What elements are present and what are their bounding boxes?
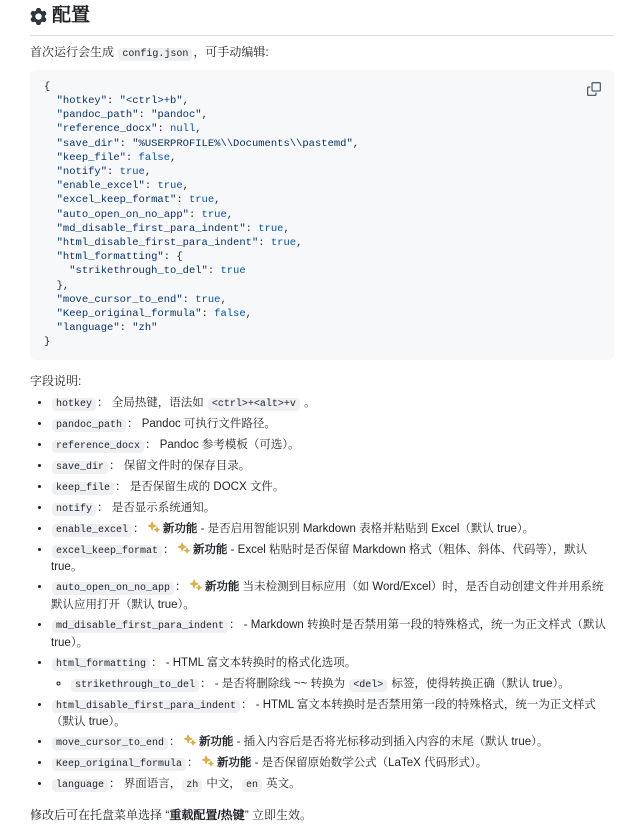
text-run: - Excel 粘贴时是否保留 Markdown 格式（粗体、斜体、代码等），默认 true。 bbox=[51, 543, 588, 574]
json-constant: true bbox=[157, 180, 183, 193]
field-item bbox=[51, 437, 614, 455]
code-line bbox=[44, 208, 600, 222]
inline-code: language bbox=[52, 779, 108, 792]
json-punctuation bbox=[44, 180, 57, 192]
code-line bbox=[44, 264, 600, 278]
code-line bbox=[44, 165, 600, 179]
code-pre bbox=[44, 80, 600, 350]
code-line bbox=[44, 293, 600, 307]
json-punctuation: , bbox=[201, 109, 208, 122]
json-punctuation bbox=[44, 251, 57, 263]
json-punctuation: : bbox=[125, 151, 139, 164]
section-title: 配置 bbox=[52, 5, 91, 26]
json-punctuation: : bbox=[207, 265, 221, 278]
bold-text: 新功能 bbox=[198, 736, 234, 749]
json-punctuation bbox=[44, 265, 69, 277]
json-key: "auto_open_on_no_app" bbox=[56, 208, 189, 221]
code-line bbox=[44, 108, 600, 122]
sparkles-icon bbox=[184, 734, 196, 751]
json-string: "pandoc" bbox=[151, 109, 202, 122]
json-punctuation: , bbox=[195, 123, 202, 136]
code-line bbox=[44, 94, 600, 108]
text-run: 修改后可在托盘菜单选择 “ bbox=[30, 807, 170, 822]
text-run: ” 立即生效。 bbox=[244, 807, 313, 822]
json-punctuation: : bbox=[157, 123, 171, 136]
code-line bbox=[44, 335, 600, 349]
sparkles-icon bbox=[190, 579, 202, 596]
inline-code: strikethrough_to_del bbox=[71, 679, 199, 692]
code-line bbox=[44, 193, 600, 207]
json-punctuation: : bbox=[176, 194, 189, 207]
field-item bbox=[51, 776, 614, 794]
code-line bbox=[44, 122, 600, 136]
json-constant: true bbox=[258, 222, 284, 235]
code-content bbox=[44, 80, 600, 350]
text-run: 当未检测到目标应用（如 Word/Excel）时，是否自动创建文件并用系统默认应用打开（默认 true）。 bbox=[51, 581, 604, 611]
json-punctuation bbox=[44, 138, 57, 150]
inline-code: keep_file bbox=[52, 482, 114, 495]
field-list bbox=[30, 395, 614, 794]
json-punctuation: , bbox=[283, 222, 290, 235]
section-heading bbox=[30, 4, 614, 36]
json-key: "save_dir" bbox=[56, 137, 120, 150]
inline-code: auto_open_on_no_app bbox=[52, 582, 174, 595]
field-item bbox=[51, 479, 614, 497]
code-line bbox=[44, 236, 600, 250]
json-key: "reference_docx" bbox=[56, 123, 158, 136]
json-punctuation: } bbox=[44, 336, 51, 349]
field-item bbox=[51, 395, 614, 413]
json-punctuation: : { bbox=[163, 251, 183, 264]
json-punctuation: , bbox=[296, 237, 303, 250]
field-item bbox=[51, 617, 614, 651]
inline-code: hotkey bbox=[52, 398, 96, 411]
text-run: ： 是否显示系统通知。 bbox=[97, 501, 216, 514]
inline-code: notify bbox=[52, 503, 96, 516]
code-line bbox=[44, 307, 600, 321]
field-item bbox=[51, 416, 614, 434]
copy-icon bbox=[587, 82, 601, 96]
json-key: "hotkey" bbox=[56, 95, 108, 107]
sparkles-icon bbox=[202, 755, 214, 772]
field-item bbox=[51, 542, 614, 576]
json-key: "keep_file" bbox=[56, 151, 126, 164]
sub-field-list bbox=[51, 676, 614, 694]
inline-code: <ctrl>+<alt>+v bbox=[208, 398, 300, 411]
json-key: "md_disable_first_para_indent" bbox=[56, 222, 246, 235]
inline-code: excel_keep_format bbox=[52, 545, 162, 558]
json-punctuation bbox=[44, 308, 57, 320]
text-run: ： Pandoc 可执行文件路径。 bbox=[127, 417, 276, 430]
copy-code-button[interactable] bbox=[582, 77, 606, 101]
json-constant: true bbox=[119, 166, 145, 179]
json-punctuation: : bbox=[258, 237, 271, 250]
inline-code: move_cursor_to_end bbox=[52, 737, 168, 750]
inline-code: enable_excel bbox=[52, 524, 132, 537]
json-punctuation: , bbox=[220, 293, 227, 306]
bold-text: 新功能 bbox=[216, 757, 252, 770]
json-punctuation: , bbox=[144, 166, 152, 179]
text-run: ： 是否保留生成的 DOCX 文件。 bbox=[115, 480, 285, 493]
json-punctuation bbox=[44, 194, 57, 206]
inline-code: config.json bbox=[118, 48, 192, 61]
text-run: 中文， bbox=[203, 778, 241, 791]
json-punctuation: : bbox=[107, 95, 120, 107]
json-key: "pandoc_path" bbox=[56, 109, 139, 122]
json-punctuation: : bbox=[144, 180, 158, 193]
footer-paragraph bbox=[30, 806, 614, 824]
inline-code: en bbox=[242, 779, 262, 792]
json-punctuation: : bbox=[182, 293, 196, 306]
json-punctuation: , bbox=[182, 95, 189, 107]
text-run: ： - 是否将删除线 ~~ 转换为 bbox=[200, 677, 349, 690]
inline-code: <del> bbox=[349, 679, 387, 692]
json-constant: true bbox=[270, 237, 297, 250]
text-run: - 是否启用智能识别 Markdown 表格并粘贴到 Excel（默认 true）。 bbox=[197, 522, 535, 535]
text-run: ： bbox=[163, 543, 178, 556]
json-constant: false bbox=[138, 151, 171, 164]
json-punctuation bbox=[44, 294, 57, 306]
field-item bbox=[51, 521, 614, 539]
json-constant: true bbox=[201, 208, 227, 221]
inline-code: zh bbox=[182, 779, 202, 792]
json-constant: true bbox=[220, 265, 246, 278]
inline-code: Keep_original_formula bbox=[52, 758, 186, 771]
code-line bbox=[44, 151, 600, 165]
json-punctuation bbox=[44, 152, 57, 164]
gear-icon bbox=[30, 8, 47, 25]
sparkles-icon bbox=[178, 542, 190, 559]
json-key: "enable_excel" bbox=[56, 180, 145, 193]
json-punctuation bbox=[44, 95, 57, 107]
inline-code: html_disable_first_para_indent bbox=[52, 700, 240, 713]
field-item bbox=[51, 697, 614, 731]
json-punctuation: , bbox=[226, 208, 234, 221]
json-constant: false bbox=[214, 308, 246, 321]
json-punctuation bbox=[44, 109, 57, 121]
inline-code: reference_docx bbox=[52, 440, 144, 453]
json-punctuation: , bbox=[170, 151, 177, 164]
code-line bbox=[44, 222, 600, 236]
json-key: "html_disable_first_para_indent" bbox=[56, 237, 259, 250]
json-key: "language" bbox=[56, 322, 120, 335]
text-run: ： Pandoc 参考模板（可选）。 bbox=[145, 438, 300, 451]
json-punctuation: { bbox=[44, 80, 51, 93]
json-constant: null bbox=[170, 123, 196, 136]
field-item bbox=[51, 500, 614, 518]
json-punctuation bbox=[44, 209, 57, 221]
field-item bbox=[51, 755, 614, 773]
text-run: ： bbox=[169, 736, 184, 749]
text-run: ： 界面语言， bbox=[109, 778, 182, 791]
inline-code: save_dir bbox=[52, 461, 108, 474]
json-string: "%USERPROFILE%\\Documents\\pastemd" bbox=[132, 137, 353, 150]
json-key: "strikethrough_to_del" bbox=[69, 265, 208, 278]
field-item bbox=[51, 579, 614, 613]
inline-code: md_disable_first_para_indent bbox=[52, 620, 228, 633]
text-run: ： 全局热键，语法如 bbox=[97, 396, 207, 409]
json-punctuation: , bbox=[214, 194, 221, 207]
json-punctuation: : bbox=[107, 166, 120, 179]
json-punctuation: : bbox=[245, 222, 259, 235]
json-key: "move_cursor_to_end" bbox=[56, 293, 183, 306]
text-run: - 是否保留原始数学公式（LaTeX 代码形式）。 bbox=[251, 757, 488, 770]
inline-code: pandoc_path bbox=[52, 419, 126, 432]
text-run: ： bbox=[175, 581, 190, 594]
json-string: "<ctrl>+b" bbox=[119, 95, 183, 107]
text-run: 标签，使得转换正确（默认 true）。 bbox=[388, 677, 570, 690]
json-punctuation: : bbox=[201, 308, 215, 321]
json-string: "zh" bbox=[132, 322, 158, 335]
json-punctuation: : bbox=[119, 137, 133, 150]
json-punctuation: }, bbox=[44, 279, 70, 292]
json-key: "Keep_original_formula" bbox=[56, 308, 202, 321]
field-item bbox=[51, 458, 614, 476]
json-punctuation: : bbox=[119, 322, 133, 335]
bold-text: 重载配置/热键 bbox=[169, 807, 245, 822]
json-punctuation: , bbox=[182, 180, 189, 193]
field-item bbox=[70, 676, 614, 694]
json-key: "html_formatting" bbox=[56, 251, 164, 264]
code-line bbox=[44, 137, 600, 151]
text-run: ： - Markdown 转换时是否禁用第一段的特殊格式，统一为正文样式（默认 true）。 bbox=[51, 619, 606, 649]
code-line bbox=[44, 279, 600, 293]
json-punctuation: , bbox=[245, 308, 252, 321]
field-item bbox=[51, 655, 614, 694]
code-line bbox=[44, 321, 600, 335]
text-run: ： bbox=[187, 757, 202, 770]
json-punctuation bbox=[44, 166, 57, 178]
code-line bbox=[44, 179, 600, 193]
config-code-block bbox=[30, 70, 614, 360]
text-run: ： 保留文件时的保存目录。 bbox=[109, 459, 251, 472]
text-run: 首次运行会生成 bbox=[30, 44, 118, 59]
json-punctuation bbox=[44, 237, 57, 249]
text-run: 。 bbox=[300, 396, 316, 409]
json-key: "excel_keep_format" bbox=[56, 194, 177, 207]
sparkles-icon bbox=[148, 521, 160, 538]
text-run: ，可手动编辑: bbox=[193, 44, 269, 59]
json-punctuation: , bbox=[352, 137, 360, 150]
json-key: "notify" bbox=[56, 166, 108, 179]
intro-paragraph bbox=[30, 43, 614, 62]
json-punctuation bbox=[44, 123, 57, 135]
field-item bbox=[51, 734, 614, 752]
text-run: 英文。 bbox=[262, 778, 301, 791]
code-line bbox=[44, 80, 600, 94]
json-constant: true bbox=[188, 194, 215, 207]
json-punctuation: : bbox=[188, 208, 202, 221]
inline-code: html_formatting bbox=[52, 658, 150, 671]
code-line bbox=[44, 250, 600, 264]
text-run: ： bbox=[133, 522, 148, 535]
json-punctuation bbox=[44, 223, 57, 235]
bold-text: 新功能 bbox=[204, 581, 240, 594]
bold-text: 新功能 bbox=[192, 543, 228, 556]
text-run: - 插入内容后是否将光标移动到插入内容的末尾（默认 true）。 bbox=[233, 736, 549, 749]
json-punctuation: : bbox=[138, 109, 152, 122]
bold-text: 新功能 bbox=[162, 522, 198, 535]
fields-label: 字段说明: bbox=[30, 373, 82, 388]
json-constant: true bbox=[195, 293, 221, 306]
text-run: ： - HTML 富文本转换时的格式化选项。 bbox=[151, 656, 357, 669]
text-run: ： - HTML 富文本转换时是否禁用第一段的特殊格式，统一为正文样式（默认 true）。 bbox=[51, 698, 596, 729]
json-punctuation bbox=[44, 322, 57, 334]
